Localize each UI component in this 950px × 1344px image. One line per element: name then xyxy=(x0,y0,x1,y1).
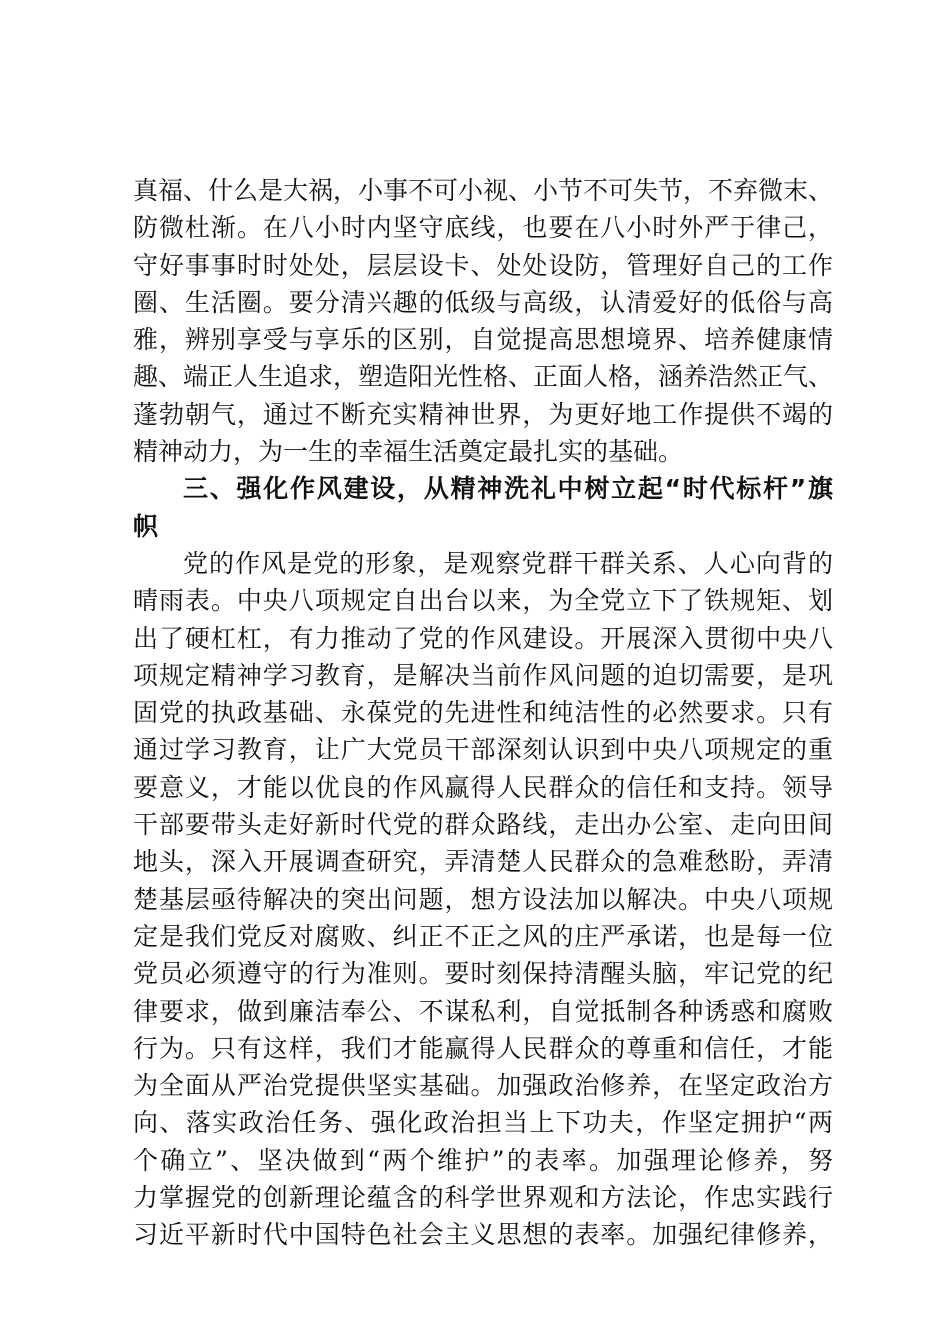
paragraph-line: 要意义，才能以优良的作风赢得人民群众的信任和支持。领导 xyxy=(133,772,833,802)
paragraph-line: 守好事事时时处处，层层设卡、处处设防，管理好自己的工作 xyxy=(133,250,833,280)
paragraph-line: 向、落实政治任务、强化政治担当上下功夫，作坚定拥护“两 xyxy=(133,1108,833,1138)
paragraph-line: 定是我们党反对腐败、纠正不正之风的庄严承诺，也是每一位 xyxy=(133,921,833,951)
paragraph-line: 党的作风是党的形象，是观察党群干群关系、人心向背的 xyxy=(183,549,833,578)
paragraph-line: 雅，辨别享受与享乐的区别，自觉提高思想境界、培养健康情 xyxy=(133,325,833,355)
paragraph-line: 防微杜渐。在八小时内坚守底线，也要在八小时外严于律己， xyxy=(133,213,833,243)
paragraph-line: 蓬勃朝气，通过不断充实精神世界，为更好地工作提供不竭的 xyxy=(133,399,833,429)
heading-line: 帜 xyxy=(133,511,159,541)
paragraph-line: 趣、端正人生追求，塑造阳光性格、正面人格，涵养浩然正气、 xyxy=(133,362,834,392)
paragraph-line: 力掌握党的创新理论蕴含的科学世界观和方法论，作忠实践行 xyxy=(133,1183,833,1213)
paragraph-line: 个确立”、坚决做到“两个维护”的表率。加强理论修养，努 xyxy=(133,1145,833,1175)
paragraph-line: 地头，深入开展调查研究，弄清楚人民群众的急难愁盼，弄清 xyxy=(133,847,833,877)
paragraph-line: 律要求，做到廉洁奉公、不谋私利，自觉抵制各种诱惑和腐败 xyxy=(133,996,833,1026)
paragraph-line: 通过学习教育，让广大党员干部深刻认识到中央八项规定的重 xyxy=(133,735,833,765)
paragraph-work-style xyxy=(133,545,833,1254)
paragraph-line: 党员必须遵守的行为准则。要时刻保持清醒头脑，牢记党的纪 xyxy=(133,959,833,989)
paragraph-line: 晴雨表。中央八项规定自出台以来，为全党立下了铁规矩、划 xyxy=(133,586,833,616)
paragraph-line: 楚基层亟待解决的突出问题，想方设法加以解决。中央八项规 xyxy=(133,884,833,914)
paragraph-line: 行为。只有这样，我们才能赢得人民群众的尊重和信任，才能 xyxy=(133,1033,833,1063)
paragraph-line: 为全面从严治党提供坚实基础。加强政治修养，在坚定政治方 xyxy=(133,1071,833,1101)
paragraph-line: 干部要带头走好新时代党的群众路线，走出办公室、走向田间 xyxy=(133,810,833,840)
paragraph-line: 圈、生活圈。要分清兴趣的低级与高级，认清爱好的低俗与高 xyxy=(133,287,833,317)
paragraph-line: 项规定精神学习教育，是解决当前作风问题的迫切需要，是巩 xyxy=(133,660,833,690)
paragraph-line: 精神动力，为一生的幸福生活奠定最扎实的基础。 xyxy=(133,437,684,467)
paragraph-line: 真福、什么是大祸，小事不可小视、小节不可失节，不弃微末、 xyxy=(133,176,834,205)
paragraph-line: 固党的执政基础、永葆党的先进性和纯洁性的必然要求。只有 xyxy=(133,698,833,728)
paragraph-line: 出了硬杠杠，有力推动了党的作风建设。开展深入贯彻中央八 xyxy=(133,623,833,653)
heading-line: 三、强化作风建设，从精神洗礼中树立起“时代标杆”旗 xyxy=(183,474,833,504)
paragraph-discipline xyxy=(133,172,833,470)
paragraph-line: 习近平新时代中国特色社会主义思想的表率。加强纪律修养， xyxy=(133,1220,833,1250)
section-heading xyxy=(133,470,833,545)
